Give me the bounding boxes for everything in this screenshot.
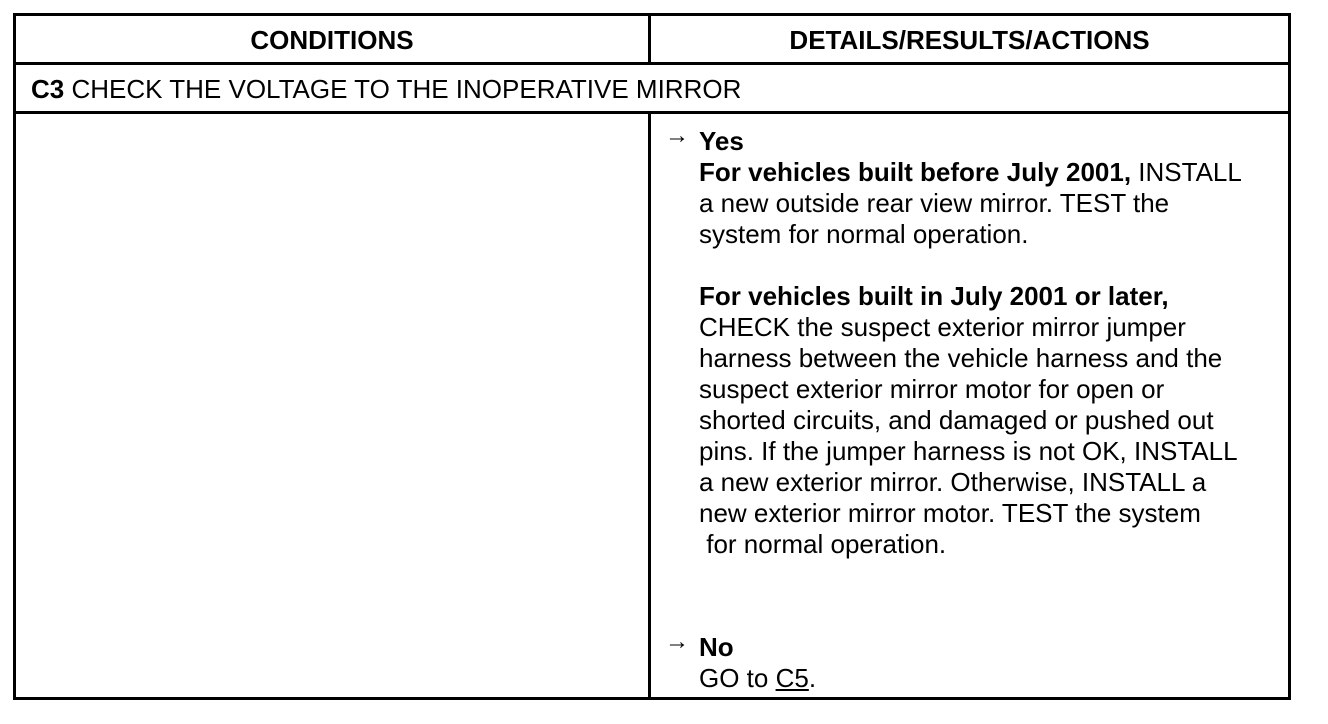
yes-para1-line: system for normal operation.: [699, 219, 1029, 249]
yes-para2-line: harness between the vehicle harness and the: [699, 343, 1223, 373]
details-cell: [651, 114, 1288, 697]
no-action-prefix: GO to: [699, 663, 776, 693]
yes-para1-line: a new outside rear view mirror. TEST the: [699, 188, 1170, 218]
no-action-suffix: .: [808, 663, 817, 693]
yes-para2-bold: For vehicles built in July 2001 or later,: [699, 281, 1169, 311]
details-header: DETAILS/RESULTS/ACTIONS: [789, 25, 1150, 55]
step-body-row: [16, 114, 1288, 697]
step-title: CHECK THE VOLTAGE TO THE INOPERATIVE MIRROR: [71, 74, 742, 104]
conditions-cell: [16, 114, 648, 697]
yes-para2-line: pins. If the jumper harness is not OK, INSTALL: [699, 436, 1238, 466]
no-arrow-icon: →: [665, 628, 689, 655]
yes-arrow-icon: →: [665, 122, 689, 149]
no-label: No: [699, 632, 734, 662]
yes-para2-line: for normal operation.: [699, 529, 947, 559]
yes-para2-line: suspect exterior mirror motor for open or: [699, 374, 1165, 404]
yes-para2-line: a new exterior mirror. Otherwise, INSTALL a: [699, 467, 1207, 497]
step-title-row: [16, 65, 1288, 114]
table-header-row: [16, 16, 1288, 65]
yes-label: Yes: [699, 126, 744, 156]
step-id: C3: [31, 74, 65, 104]
yes-paragraph-2: [699, 281, 1289, 560]
no-action: [699, 663, 1289, 694]
yes-para1-line: INSTALL: [1131, 157, 1242, 187]
yes-para2-line: shorted circuits, and damaged or pushed out: [699, 405, 1214, 435]
go-to-c5-link[interactable]: C5: [775, 663, 809, 693]
conditions-header: CONDITIONS: [250, 25, 414, 55]
yes-para1-bold: For vehicles built before July 2001,: [699, 157, 1132, 187]
yes-para2-line: CHECK the suspect exterior mirror jumper: [699, 312, 1186, 342]
yes-paragraph-1: [699, 157, 1289, 250]
yes-para2-line: new exterior mirror motor. TEST the system: [699, 498, 1201, 528]
diagnostic-table: [13, 13, 1291, 700]
